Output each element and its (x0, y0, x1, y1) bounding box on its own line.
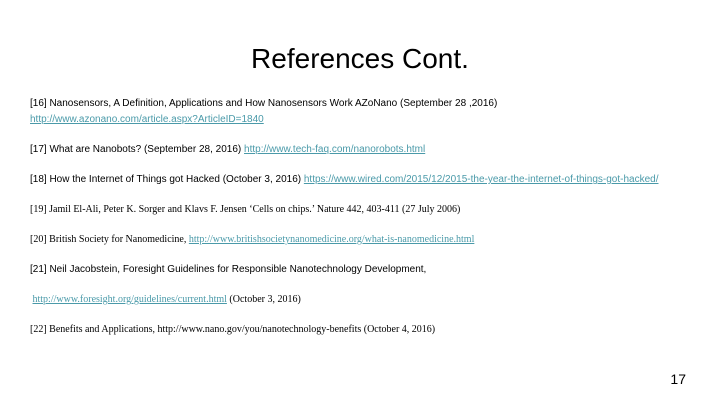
reference-text: [19] Jamil El-Ali, Peter K. Sorger and Klavs F. Jensen ‘Cells on chips.’ Nature 442, 403-411 (27 July 2006) (30, 204, 461, 215)
reference-text: [18] How the Internet of Things got Hacked (October 3, 2016) (30, 174, 304, 185)
reference-line (30, 96, 698, 112)
slide-title: References Cont. (251, 43, 469, 74)
reference-text: [17] What are Nanobots? (September 28, 2016) (30, 144, 245, 155)
reference-text: [20] British Society for Nanomedicine, (30, 234, 189, 245)
reference-text: [22] Benefits and Applications, http://www.nano.gov/you/nanotechnology-benefits (October 4, 2016) (30, 324, 436, 335)
reference-entry (30, 96, 698, 128)
reference-line (30, 172, 698, 188)
reference-entry (30, 142, 698, 158)
reference-entry (30, 172, 698, 188)
page-number: 17 (670, 371, 686, 387)
reference-line (30, 322, 698, 338)
reference-line (30, 112, 698, 128)
reference-entry (30, 292, 698, 308)
reference-text: [21] Neil Jacobstein, Foresight Guidelines for Responsible Nanotechnology Development, (30, 264, 427, 275)
reference-entry (30, 202, 698, 218)
reference-line (30, 142, 698, 158)
reference-link[interactable]: http://www.foresight.org/guidelines/current.html (32, 294, 227, 305)
reference-line (30, 262, 698, 278)
reference-text: (October 3, 2016) (226, 294, 301, 305)
reference-text: [16] Nanosensors, A Definition, Applications and How Nanosensors Work AZoNano (September 28 ,2016) (30, 98, 498, 109)
reference-line (30, 292, 698, 308)
reference-line (30, 232, 698, 248)
reference-entry (30, 322, 698, 338)
reference-link[interactable]: https://www.wired.com/2015/12/2015-the-year-the-internet-of-things-got-hacked/ (303, 174, 659, 185)
reference-link[interactable]: http://www.tech-faq.com/nanorobots.html (244, 144, 426, 155)
reference-entry (30, 262, 698, 278)
reference-entry (30, 232, 698, 248)
references-list (30, 96, 698, 352)
reference-link[interactable]: http://www.azonano.com/article.aspx?ArticleID=1840 (30, 114, 264, 125)
reference-line (30, 202, 698, 218)
reference-link[interactable]: http://www.britishsocietynanomedicine.org/what-is-nanomedicine.html (188, 234, 475, 245)
